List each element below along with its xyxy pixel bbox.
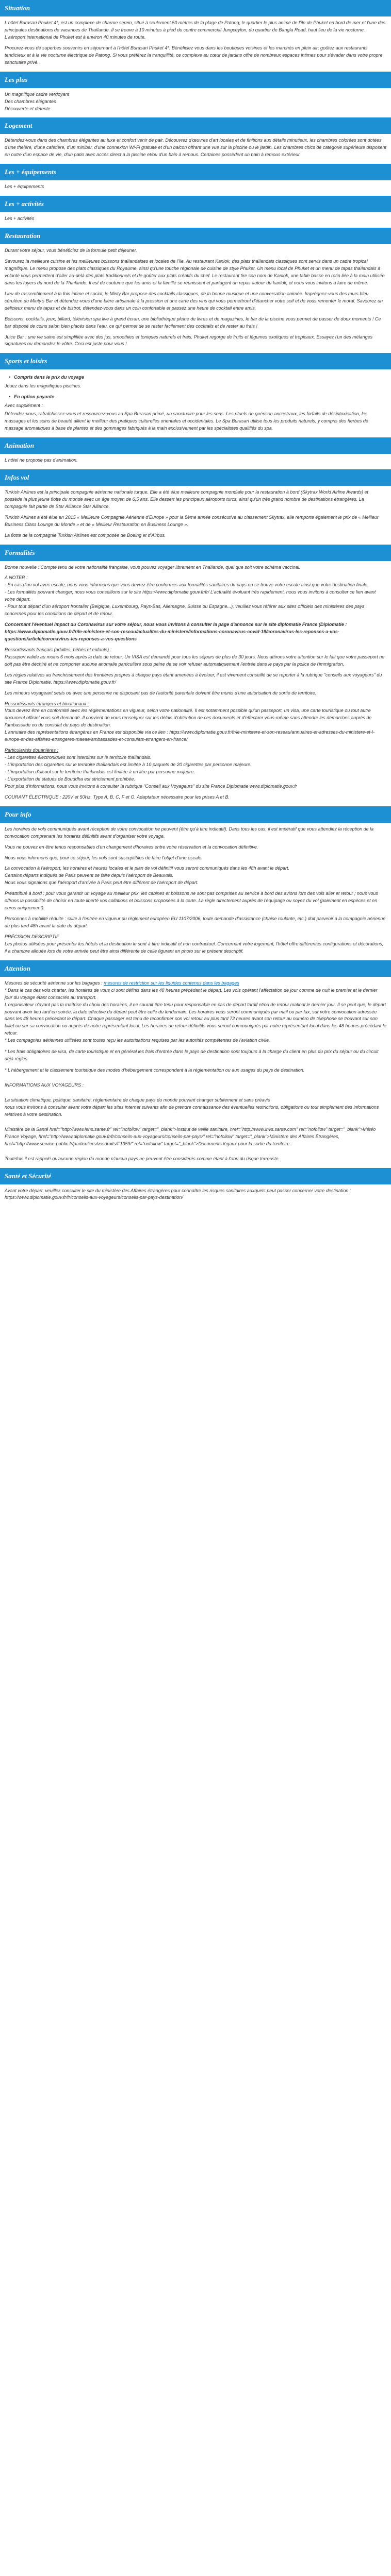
section-header-vol: Infos vol (0, 469, 391, 486)
subheading: Particularités douanières : (5, 748, 59, 753)
paragraph: Détendez-vous dans des chambres élégantes au luxe et confort venir de pair. Découvrez d'œuvres d'art locales et de finitions aux détails minutieux, les chambres colorées sont dotées d'une théière, d'une cafetière, d'un minibar, d'une connexion Wi-Fi gratuite et d'un balcon offrant une vue sur la piscine ou le jardin. Les chambres chics de catégorie supérieure disposent en outre d'un espace de vie, d'un patio avec accès direct à la piscine et/ou d'un bain à remous. Certaines possèdent un bain à remous extérieur. (5, 138, 386, 158)
paragraph: Nous vous signalons que l'aéroport d'arrivée à Paris peut être différent de l'aéroport de départ. (5, 880, 199, 886)
section-sante (0, 1184, 391, 1207)
paragraph: A NOTER : (5, 575, 28, 581)
section-header-attention: Attention (0, 960, 391, 977)
paragraph: Bonne nouvelle : Compte tenu de votre nationalité française, vous pouvez voyager librement en Thaïlande, quel que soit votre schéma vaccinal. (5, 564, 301, 570)
paragraph: * Les compagnies aériennes utilisées sont toutes reçu les autorisations requises par les autorités compétentes de l'aviation civile. (5, 1038, 270, 1043)
paragraph: Les horaires de vols communiqués avant réception de votre convocation ne peuvent (être qu'à titre indicatif). Dans tous les cas, il est impératif que vous attendiez la réception de la convocation comprenant les horaires définitifs avant d'organiser votre voyage. (5, 826, 374, 839)
paragraph: Nous vous informons que, pour ce séjour, les vols sont susceptibles de faire l'objet d'une escale. (5, 855, 203, 860)
section-header-activites: Les + activités (0, 196, 391, 212)
section-equipements (0, 180, 391, 196)
plus-item: Découverte et détente (5, 106, 51, 111)
paragraph: nous vous invitons à consulter avant votre départ les sites internet suivants afin de prendre connaissance des éventuelles restrictions, obligations ou tout simplement des informations relatives à votre destination. (5, 1104, 379, 1117)
section-activites (0, 212, 391, 228)
section-header-restauration: Restauration (0, 228, 391, 244)
paragraph: - Les formalités pouvant changer, nous vous conseillons sur le site https://www.diplomatie.gouv.fr/fr/ L'actualité évoluant très rapidement, nous vous invitons à consulter ce lien avant votre départ. (5, 589, 376, 602)
bullet-item (9, 394, 386, 401)
paragraph: Jouez dans les magnifiques piscines. (5, 383, 82, 389)
paragraph: - Les cigarettes électroniques sont interdites sur le territoire thaïlandais. (5, 755, 152, 760)
section-header-logement: Logement (0, 117, 391, 134)
bullet-item (9, 374, 386, 381)
paragraph: Lieu de rassemblement à la fois intime et social, le Minty Bar propose des cocktails classiques, de la bonne musique et une conversation animée. Imprégnez-vous des murs bleu céruléen du Minty's Bar et détendez-vous d'une bière artisanale à la pression et une carte des vins qui vous permettront d'étancher votre soif et de vous remonter le moral. Savourez un délicieux menu de tapas et de bistrot, détendez-vous dans un coin confortable et passez une heure de cocktail entre amis. (5, 291, 383, 311)
paragraph: Les photos utilisées pour présenter les hôtels et la destination le sont à titre indicatif et non contractuel. Concernant votre logement, l'hôtel offre différentes configurations et décorations, il a chambre allouée lors de votre arrivée peut être ainsi différente de celle figurant en photo sur le présent descriptif. (5, 941, 384, 954)
paragraph: * Dans le cas des vols charter, les horaires de vous ci sont définis dans les 48 heures précédant le départ. Les vols opérant l'affectation de jour comme de nuit le premier et le dernier jour du voyage étant consacrés au transport. (5, 987, 378, 1000)
paragraph: - L'exportation de statues de Bouddha est strictement prohibée. (5, 776, 135, 782)
paragraph: - L'importation des cigarettes sur le territoire thaïlandais est limitée à 10 paquets de 20 cigarettes par personne majeure. (5, 762, 252, 767)
paragraph: Boissons, cocktails, jeux, billard, télévision spa live à grand écran, une bibliothèque pleine de livres et de magazines, le bar de la piscine vous permet de passer de doux moments ! Ce bar disposé de coins salon bien placés dans l'eau, ce qui permet de se rester facilement des cocktails et de rester au frais ! (5, 316, 381, 329)
liquids-restriction-link[interactable]: mesures de restriction sur les liquides contenus dans les bagages (104, 980, 239, 986)
section-situation (0, 16, 391, 72)
plus-item: Un magnifique cadre verdoyant (5, 91, 70, 97)
paragraph: - En cas d'un vol avec escale, nous vous informons que vous devrez être conformes aux formalités sanitaires du pays où se trouve votre escale ainsi que votre destination finale. (5, 582, 369, 588)
paragraph: Pour plus d'informations, nous vous invitons à consulter la rubrique "Conseil aux Voyageurs" du site France Diplomatie www.diplomatie.gouv.fr (5, 783, 297, 789)
section-restauration (0, 244, 391, 353)
section-animation (0, 454, 391, 469)
section-vol (0, 486, 391, 545)
paragraph: La situation climatique, politique, sanitaire, réglementaire de chaque pays du monde pouvant changer subitement et sans préavis (5, 1097, 270, 1103)
paragraph: * L'hébergement et le classement touristique des modes d'hébergement correspondent à la réglementation ou aux usages du pays de destination. (5, 1067, 305, 1073)
bullet-icon: • (9, 394, 11, 400)
security-label: Mesures de sécurité aérienne sur les bagages : (5, 980, 104, 986)
paragraph: Turkish Airlines est la principale compagnie aérienne nationale turque. Elle a été élue meilleure compagnie mondiale pour la restauration à bord (Skytrax World Airline Awards) et possède la plus jeune flotte du monde avec un âge moyen de 6,5 ans. Elle dessert les principaux aéroports turcs, ainsi qu'un très grand nombre de destinations étrangères. La compagnie fait partie de Star Alliance Star Alliance. (5, 489, 369, 509)
paragraph: Vous devrez être en conformité avec les réglementations en vigueur, selon votre nationalité. Il est notamment possible qu'un passeport, un visa, une carte touristique ou tout autre document officiel vous soit demandé. Il convient de vous renseigner sur les délais d'obtention de ces documents et d'effectuer vous-même sans attendre les démarches auprès de l'ambassade ou du consulat du pays de destination. (5, 708, 372, 728)
hotel-description-page (0, 0, 391, 1207)
section-logement (0, 134, 391, 164)
paragraph: La flotte de la compagnie Turkish Airlines est composée de Boeing et d'Airbus. (5, 532, 166, 538)
subheading: Ressortissants étrangers et binationaux : (5, 701, 89, 706)
paragraph: COURANT ÉLECTRIQUE : 220V et 50Hz. Type A, B, C, F et O. Adaptateur nécessaire pour les prises A et B. (5, 794, 230, 800)
paragraph: - L'importation d'alcool sur le territoire thaïlandais est limitée à un litre par personne majeure. (5, 769, 195, 774)
paragraph: Certains départs indiqués de Paris peuvent se faire depuis l'aéroport de Beauvais. (5, 873, 174, 878)
paragraph: Procurez-vous de superbes souvenirs en séjournant à l'hôtel Burasari Phuket 4*. Bénéficiez vous dans les boutiques voisines et les marchés en plein air; goûtez aux restaurants tendicieux et à la vie nocturne électrique de Patong. Si vous préférez la tranquillité, ce complexe au cœur de jardins offre de nombreux espaces intimes pour s'évader dans votre propre sanctuaire privé. (5, 45, 383, 65)
section-info (0, 823, 391, 960)
paragraph: La convocation à l'aéroport, les horaires et heures locales et le plan de vol définitif vous seront communiqués dans les 48h avant le départ. (5, 866, 290, 871)
paragraph: * Les frais obligatoires de visa, de carte touristique et en général les frais d'entrée dans le pays de destination sont toujours à la charge du client en plus du prix du séjour ou du circuit déjà réglés. (5, 1049, 379, 1062)
paragraph: Les + équipements (5, 184, 44, 190)
paragraph: L'annuaire des représentations étrangères en France est disponible via ce lien : https://www.diplomatie.gouv.fr/fr/le-ministere-et-son-reseau/annuaires-et-adresses-du-ministere-et-l-europe-et-des-affaires-etrangeres-maeae/ambassades-et-consulats-etrangers-en-france/ (5, 730, 374, 742)
section-sports (0, 369, 391, 437)
plus-item: Des chambres élégantes (5, 98, 56, 104)
paragraph: - Pour tout départ d'un aéroport frontalier (Belgique, Luxembourg, Pays-Bas, Allemagne, Suisse ou Espagne...), veuillez vous référer aux sites officiels des ministères des pays concernés pour les conditions de départ et de retour. (5, 604, 365, 617)
paragraph: Concernant l'éventuel impact du Coronavirus sur votre séjour, nous vous invitons à consulter la page d'annonce sur le site diplomatie France (Diplomatie : https://www.diplomatie.gouv.fr/fr/le-ministere-et-son-reseau/actualites-du-ministere/informations-coronavirus-covid-19/coronavirus-les-reponses-a-vos-questions/article/coronavirus-les-reponses-a-vos-questions (5, 622, 347, 641)
paragraph: L'organisateur n'ayant pas la maîtrise du choix des horaires, il ne saurait être tenu pour responsable en cas de départ tardif et/ou de retour matinal le dernier jour. Il se peut que, le départ pouvant avoir lieu tard en soirée, la date effective du départ peut être celle du lendemain. Les horaires vous seront communiqués par mail ou par fax, sur votre convocation adressée dans les 48 heures précédant le départ. Chaque passager est tenu de reconfirmer son vol retour au plus tard 72 heures avant son retour au numéro de téléphone se trouvant sur son billet ou sur sa convocation ou auprès de notre représentant local. Les horaires de retour définitifs vous seront communiqués par notre représentant local dans les 48 heures précédant le retour. (5, 1002, 386, 1036)
paragraph: INFORMATIONS AUX VOYAGEURS : (5, 1082, 84, 1088)
section-header-situation: Situation (0, 0, 391, 16)
section-header-formalites: Formalités (0, 545, 391, 561)
paragraph: Savourez la meilleure cuisine et les meilleures boissons thaïlandaises et locales de l'île. Au restaurant Kanlok, des plats thaïlandais classiques sont servis dans un cadre tropical magnifique. Le menu propose des plats classiques du Royaume, ainsi qu'une touche régionale de cuisine de style Phuket. Un menu local de Phuket et un menu de tapas thaïlandais à volonté vous permettent d'aller au-delà des plats traditionnels et de goûter aux plats créatifs du chef. Le restaurant tire son nom de Kanlok, une table basse en rotin liée à la main utilisée dans les foyers du nord de la Thaïlande. Il est de coutume que les amis et la famille se réunissent et partagent un repas autour du kanlok, et nous vous invitons à faire de même. (5, 259, 385, 285)
paragraph: Ministère de la Santé href="http://www.lens.sante.fr" rel="nofollow" target="_blank">Institut de veille sanitaire, href="http://www.invs.sante.com" rel="nofollow" target="_blank">Météo France Voyage, href="http://www.diplomatie.gouv.fr/fr/conseils-aux-voyageurs/conseils-par-pays/" rel="nofollow" target="_blank">Ministère des Affaires Étrangères, href="http://www.service-public.fr/particuliers/vosdroits/F1359/" rel="nofollow" target="_blank">Documents légaux pour la sortie du territoire. (5, 1126, 376, 1146)
paragraph: Les mineurs voyageant seuls ou avec une personne ne disposant pas de l'autorité parentale doivent être munis d'une autorisation de sortie de territoire. (5, 690, 317, 696)
paragraph: Turkish Airlines a été élue en 2015 « Meilleure Compagnie Aérienne d'Europe » pour la 5ème année consécutive au classement Skytrax, elle remporte également le prix de « Meilleur Business Class Lounge du Monde » et de « Meilleur Restauration en Business Lounge ». (5, 514, 379, 527)
paragraph: Personnes à mobilité réduite : suite à l'entrée en vigueur du règlement européen EU 1107/2006, toute demande d'assistance (chaise roulante, etc.) doit parvenir à la compagnie aérienne au plus tard 48h avant la date du départ. (5, 916, 386, 928)
section-header-equipements: Les + équipements (0, 164, 391, 180)
subheading: Ressortissants français (adultes, bébés et enfants) : (5, 647, 112, 652)
paragraph: PRÉCISION DESCRIPTIF (5, 934, 59, 939)
paragraph: Avec supplément : (5, 403, 43, 409)
paragraph: Les + activités (5, 216, 35, 222)
section-formalites (0, 561, 391, 806)
section-attention (0, 977, 391, 1168)
bullet-label: Compris dans le prix du voyage (14, 375, 85, 380)
bullet-label: En option payante (14, 394, 55, 400)
paragraph: Vous ne pouvez en être tenus responsables d'un changement d'horaires entre votre réservation et la convocation définitive. (5, 844, 258, 850)
section-header-animation: Animation (0, 437, 391, 454)
paragraph: Passeport valide au moins 6 mois après la date de retour. Un VISA est demandé pour tous les séjours de plus de 30 jours. Nous attirons votre attention sur le fait que votre passeport ne doit pas être déchiré et ne comporter aucune anomalie particulière sous peine de se voir refuser automatiquement l'entrée dans le pays par la police de l'immigration. (5, 654, 385, 667)
paragraph: L'hôtel Burasari Phuket 4*, est un complexe de charme serein, situé à seulement 50 mètres de la plage de Patong, le quartier le plus animé de l'île de Phuket en bord de mer et l'une des principales destinations de vacances de Thaïlande. Il se trouve à 10 minutes à pied du centre commercial Jungceylon, du quartier de Bangla Road, haut lieu de la vie nocturne. L'aéroport international de Phuket est à environ 40 minutes de route. (5, 20, 386, 40)
paragraph: Durant votre séjour, vous bénéficiez de la formule petit déjeuner. (5, 248, 137, 253)
section-header-sports: Sports et loisirs (0, 353, 391, 369)
section-header-info: Pour info (0, 806, 391, 823)
section-plus (0, 88, 391, 118)
paragraph: Juice Bar : une vie saine est simplifiée avec des jus, smoothies et toniques naturels et frais. Phuket regorge de fruits et légumes exotiques et tropicaux. Essayez l'un des mélanges signatures ou demandez le vôtre. Ceci est juste pour vous ! (5, 334, 373, 347)
bullet-icon: • (9, 375, 11, 380)
paragraph: Avant votre départ, veuillez consulter le site du ministère des Affaires étrangères pour connaître les risques sanitaires auxquels peut passer concerner votre destination : https://www.diplomatie.gouv.fr/fr/conseils-aux-voyageurs/conseils-par-pays-destination/ (5, 1188, 351, 1200)
paragraph: Toutefois il est rappelé qu'aucune région du monde n'aucun pays ne peuvent être considérés comme étant à l'abri du risque terroriste. (5, 1156, 280, 1161)
paragraph: Les règles relatives au franchissement des frontières propres à chaque pays étant amenées à évoluer, il est vivement conseillé de se reporter à la rubrique "conseils aux voyageurs" du site France Diplomatie. https://www.diplomatie.gouv.fr/ (5, 672, 382, 685)
paragraph: L'hôtel ne propose pas d'animation. (5, 457, 78, 463)
paragraph (5, 980, 386, 987)
section-header-plus: Les plus (0, 72, 391, 88)
section-header-sante: Santé et Sécurité (0, 1168, 391, 1184)
paragraph: Détendez-vous, rafraîchissez-vous et ressourcez-vous au Spa Burasari primé, un sanctuaire pour les sens. Les rituels de guérison ancestraux, les forfaits de désintoxication, les massages et les soins de beauté allient le meilleur des pratiques culturelles orientales et occidentales. Le Spa Burasari utilise tous les produits naturels, y compris des herbes de massage aromatiques à base de plantes et des gommages fabriqués à la main exclusivement par les spécialistes qualifiés du spa. (5, 411, 368, 431)
paragraph: Préattribué à bord : pour vous garantir un voyage au meilleur prix, les cabines et boissons ne sont pas comprises au service à bord des avions lors des vols aller et retour ; nous vous offrons la possibilité de choisir en toute liberté vos collations et boissons proposées à la carte. La règle directement auprès de l'équipage ou soyez du vol (paiement en espèces et en euros uniquement). (5, 891, 378, 911)
